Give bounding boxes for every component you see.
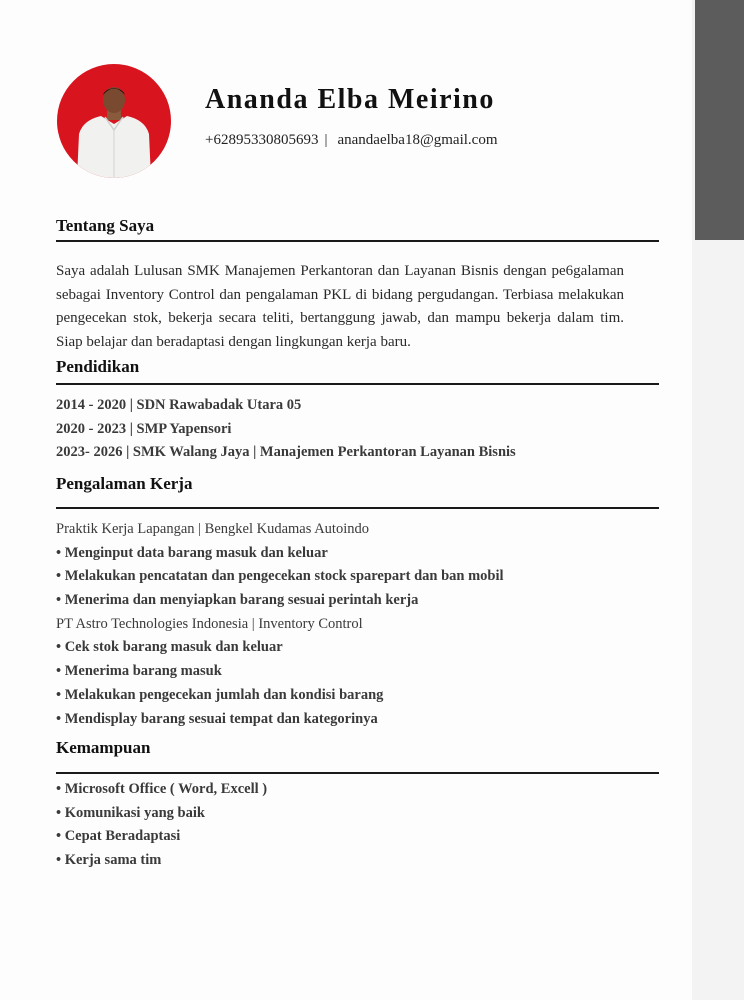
scrollbar-thumb[interactable]: [695, 0, 744, 240]
education-item: 2023- 2026 | SMK Walang Jaya | Manajemen Perkantoran Layanan Bisnis: [56, 444, 516, 461]
experience-duty: • Menerima dan menyiapkan barang sesuai perintah kerja: [56, 592, 419, 609]
skills-list: [56, 778, 267, 873]
about-heading: Tentang Saya: [56, 216, 155, 235]
about-paragraph: Saya adalah Lulusan SMK Manajemen Perkantoran dan Layanan Bisnis dengan pe6galaman sebagai Inventory Control dan pengalaman PKL di bidang pergudangan. Terbiasa melakukan pengecekan stok, bekerja secara teliti, bertanggung jawab, dan mampu bekerja dalam tim. Siap belajar dan beradaptasi dengan lingkungan kerja baru.: [56, 263, 624, 350]
full-name: Ananda Elba Meirino: [205, 84, 495, 115]
experience-employer: Praktik Kerja Lapangan | Bengkel Kudamas Autoindo: [56, 521, 369, 537]
skills-heading: Kemampuan: [56, 738, 151, 757]
experience-duty: • Menerima barang masuk: [56, 663, 222, 680]
email-address: anandaelba18@gmail.com: [337, 132, 498, 148]
skills-divider: [56, 772, 659, 774]
education-item: 2014 - 2020 | SDN Rawabadak Utara 05: [56, 397, 302, 413]
experience-divider: [56, 507, 659, 509]
profile-photo: [57, 64, 171, 178]
experience-employer: PT Astro Technologies Indonesia | Inventory Control: [56, 615, 363, 632]
experience-duty: • Cek stok barang masuk dan keluar: [56, 639, 283, 656]
education-heading: Pendidikan: [56, 357, 140, 376]
skill-item: • Komunikasi yang baik: [56, 804, 205, 821]
contact-line: [205, 132, 498, 149]
contact-separator: |: [324, 132, 328, 148]
phone-number: +62895330805693: [205, 132, 319, 148]
skill-item: • Cepat Beradaptasi: [56, 828, 181, 845]
experience-duty: • Menginput data barang masuk dan keluar: [56, 544, 328, 561]
experience-list: [56, 518, 504, 731]
education-list: [56, 394, 516, 465]
experience-duty: • Mendisplay barang sesuai tempat dan kategorinya: [56, 710, 378, 727]
skill-item: • Microsoft Office ( Word, Excell ): [56, 781, 268, 797]
experience-duty: • Melakukan pencatatan dan pengecekan stock sparepart dan ban mobil: [56, 568, 504, 585]
experience-duty: • Melakukan pengecekan jumlah dan kondisi barang: [56, 686, 384, 703]
skill-item: • Kerja sama tim: [56, 852, 162, 869]
education-divider: [56, 383, 659, 385]
about-divider: [56, 240, 659, 242]
education-item: 2020 - 2023 | SMP Yapensori: [56, 420, 232, 437]
experience-heading: Pengalaman Kerja: [56, 474, 193, 493]
